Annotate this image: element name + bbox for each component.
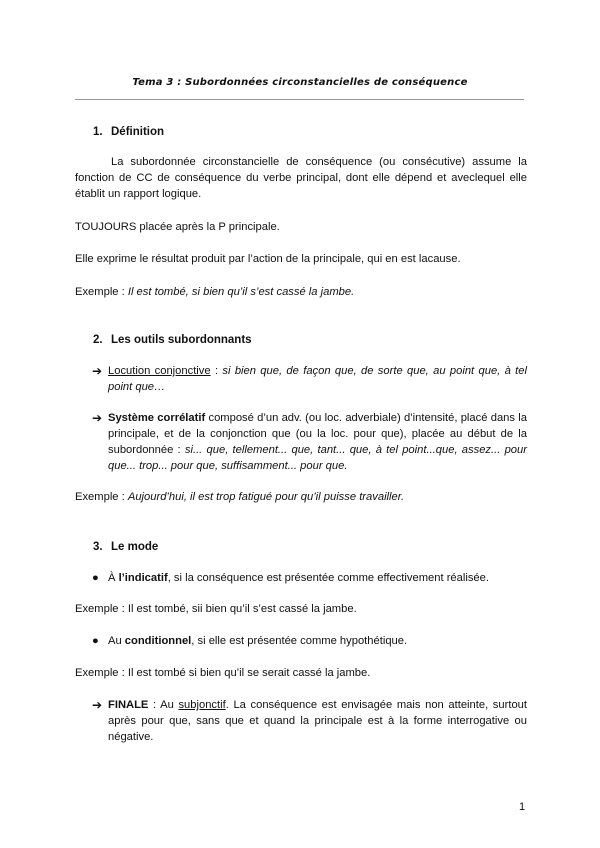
item-description: composé d’un adv. (ou loc. adverbiale) d’intensité, placé dans la principale, et de la conjonction que (ou la loc. pour que), placée au début de la subordonnée : <box>108 412 527 456</box>
item-examples: si bien que, de façon que, de sorte que, au point que, à tel point que… <box>108 365 527 393</box>
item-term: conditionnel <box>124 635 192 647</box>
page-title: Tema 3 : Subordonnées circonstancielles de conséquence <box>132 77 468 88</box>
item-term: Système corrélatif <box>108 412 206 424</box>
definition-example <box>75 284 527 300</box>
mode-item-finale <box>92 697 527 745</box>
page-number: 1 <box>519 801 526 813</box>
item-separator: : <box>210 365 223 377</box>
title-divider <box>75 99 524 100</box>
item-prefix: À <box>108 572 119 584</box>
section-heading-mode <box>93 539 158 555</box>
item-term: l’indicatif <box>118 572 168 584</box>
outils-item-locution <box>92 363 527 395</box>
section-title: Le mode <box>111 541 159 553</box>
item-examples: si... que, tellement... que, tant... que, à tel point...que, assez... pour que... trop... pour que, suffisamment... pour que. <box>108 444 527 472</box>
section-number: 1. <box>93 126 103 138</box>
mode-example-indicatif: Exemple : Il est tombé, sii bien qu’il s’est cassé la jambe. <box>75 603 357 615</box>
item-term: Locution conjonctive <box>108 365 211 377</box>
bullet-icon: ● <box>92 635 99 647</box>
definition-paragraph: La subordonnée circonstancielle de conséquence (ou consécutive) assume la fonction de CC de conséquence du verbe principal, dont elle dépend et aveclequel elle établit un rapport logique. <box>75 156 527 200</box>
item-separator: : Au <box>148 699 179 711</box>
result-paragraph: Elle exprime le résultat produit par l’action de la principale, qui en est lacause. <box>75 253 461 265</box>
arrow-right-icon: ➔ <box>92 698 103 712</box>
item-description: , si la conséquence est présentée comme effectivement réalisée. <box>167 572 489 584</box>
item-prefix: Au <box>108 635 125 647</box>
outils-item-correlatif <box>92 410 527 474</box>
example-label: Exemple : <box>75 286 128 298</box>
section-number: 3. <box>93 541 103 553</box>
item-term: FINALE <box>108 699 149 711</box>
section-number: 2. <box>93 334 103 346</box>
section-title: Les outils subordonnants <box>111 334 252 346</box>
example-text: Il est tombé, si bien qu’il s’est cassé la jambe. <box>127 286 355 298</box>
mode-item-indicatif <box>92 570 527 586</box>
section-title: Définition <box>111 126 165 138</box>
example-label: Exemple : <box>75 491 128 503</box>
bullet-icon: ● <box>92 572 99 584</box>
example-text: Aujourd’hui, il est trop fatigué pour qu’il puisse travailler. <box>127 491 405 503</box>
item-mode: subjonctif <box>178 699 226 711</box>
item-description: , si elle est présentée comme hypothétique. <box>191 635 408 647</box>
mode-item-conditionnel <box>92 633 527 649</box>
section-heading-definition <box>93 124 164 140</box>
arrow-right-icon: ➔ <box>92 411 103 425</box>
outils-example <box>75 489 527 505</box>
placement-note: TOUJOURS placée après la P principale. <box>75 221 280 233</box>
section-heading-outils <box>93 332 252 348</box>
arrow-right-icon: ➔ <box>92 364 103 378</box>
item-description: . La conséquence est envisagée mais non atteinte, surtout après pour que, sans que et quand la principale est à la forme interrogative ou négative. <box>108 699 528 743</box>
mode-example-conditionnel: Exemple : Il est tombé si bien qu’il se serait cassé la jambe. <box>75 667 371 679</box>
